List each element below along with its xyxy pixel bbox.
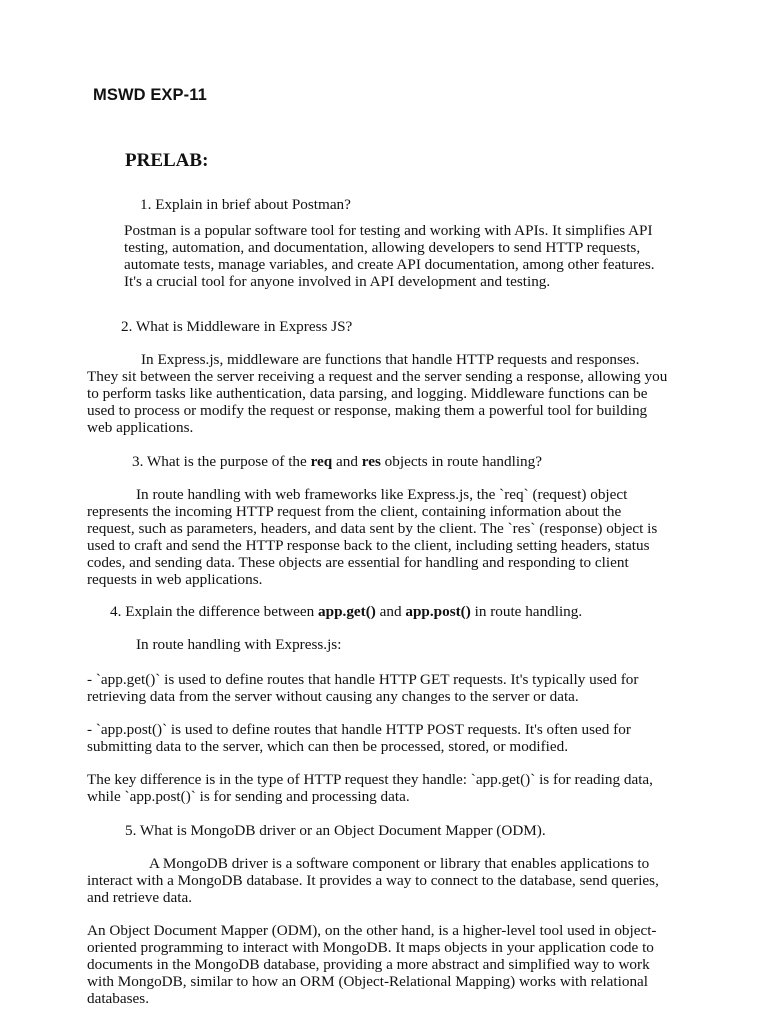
- answer-4-key: [87, 771, 653, 805]
- question-5: 5. What is MongoDB driver or an Object Document Mapper (ODM).: [125, 822, 546, 839]
- question-4: 4. Explain the difference between app.get() and app.post() in route handling.: [110, 603, 583, 620]
- answer-5-odm-line: with MongoDB, similar to how an ORM (Object-Relational Mapping) works with relational: [87, 973, 649, 990]
- answer-3-line: codes, and sending data. These objects are essential for handling and responding to client: [87, 554, 629, 571]
- answer-5-odm: [87, 922, 657, 1007]
- answer-5-driver-line: A MongoDB driver is a software component or library that enables applications to: [149, 855, 650, 872]
- answer-4-get: [87, 671, 638, 705]
- answer-3-line: In route handling with web frameworks like Express.js, the `req` (request) object: [136, 486, 628, 503]
- answer-5-odm-line: An Object Document Mapper (ODM), on the other hand, is a higher-level tool used in object-: [87, 922, 657, 939]
- req-keyword: req: [310, 453, 333, 470]
- answer-4-intro: In route handling with Express.js:: [136, 636, 342, 653]
- answer-4-key-line: while `app.post()` is for sending and processing data.: [87, 788, 410, 805]
- res-keyword: res: [361, 453, 381, 470]
- answer-1-line: Postman is a popular software tool for testing and working with APIs. It simplifies API: [124, 222, 653, 239]
- answer-2-line: to perform tasks like authentication, data parsing, and logging. Middleware functions can be: [87, 385, 648, 402]
- question-2: 2. What is Middleware in Express JS?: [121, 318, 353, 335]
- answer-5-driver-line: and retrieve data.: [87, 889, 192, 906]
- answer-2-line: They sit between the server receiving a request and the server sending a response, allowing you: [87, 368, 668, 385]
- answer-4-get-line: - `app.get()` is used to define routes that handle HTTP GET requests. It's typically used for: [87, 671, 639, 688]
- answer-4-post-line: submitting data to the server, which can then be processed, stored, or modified.: [87, 738, 569, 755]
- answer-5-driver-line: interact with a MongoDB database. It provides a way to connect to the database, send queries,: [87, 872, 659, 889]
- question-1: 1. Explain in brief about Postman?: [140, 196, 351, 213]
- answer-2-line: web applications.: [87, 419, 194, 436]
- answer-1-line: automate tests, manage variables, and create API documentation, among other features.: [124, 256, 655, 273]
- answer-3: [87, 486, 657, 588]
- app-get-keyword: app.get(): [318, 603, 376, 620]
- answer-3-line: used to craft and send the HTTP response back to the client, including setting headers, status: [87, 537, 650, 554]
- answer-5-odm-line: documents in the MongoDB database, providing a more abstract and simplified way to work: [87, 956, 650, 973]
- answer-1: [124, 222, 655, 290]
- answer-5-odm-line: oriented programming to interact with MongoDB. It maps objects in your application code to: [87, 939, 654, 956]
- answer-2: [87, 351, 667, 436]
- answer-2-line: In Express.js, middleware are functions that handle HTTP requests and responses.: [141, 351, 640, 368]
- answer-4-get-line: retrieving data from the server without causing any changes to the server or data.: [87, 688, 579, 705]
- answer-3-line: represents the incoming HTTP request from the client, containing information about the: [87, 503, 622, 520]
- document-header: MSWD EXP-11: [93, 86, 207, 104]
- answer-3-line: request, such as parameters, headers, and data sent by the client. The `res` (response) object is: [87, 520, 658, 537]
- answer-4-post: [87, 721, 631, 755]
- section-title: PRELAB:: [125, 150, 209, 171]
- answer-1-line: testing, automation, and documentation, allowing developers to send HTTP requests,: [124, 239, 641, 256]
- answer-2-line: used to process or modify the request or response, making them a powerful tool for building: [87, 402, 648, 419]
- answer-3-line: requests in web applications.: [87, 571, 263, 588]
- answer-4-key-line: The key difference is in the type of HTTP request they handle: `app.get()` is for reading data,: [87, 771, 653, 788]
- answer-5-driver: [87, 855, 659, 906]
- answer-5-odm-line: databases.: [87, 990, 149, 1007]
- app-post-keyword: app.post(): [405, 603, 471, 620]
- answer-4-post-line: - `app.post()` is used to define routes that handle HTTP POST requests. It's often used for: [87, 721, 631, 738]
- question-3: 3. What is the purpose of the req and res objects in route handling?: [132, 453, 542, 470]
- answer-1-line: It's a crucial tool for anyone involved in API development and testing.: [124, 273, 551, 290]
